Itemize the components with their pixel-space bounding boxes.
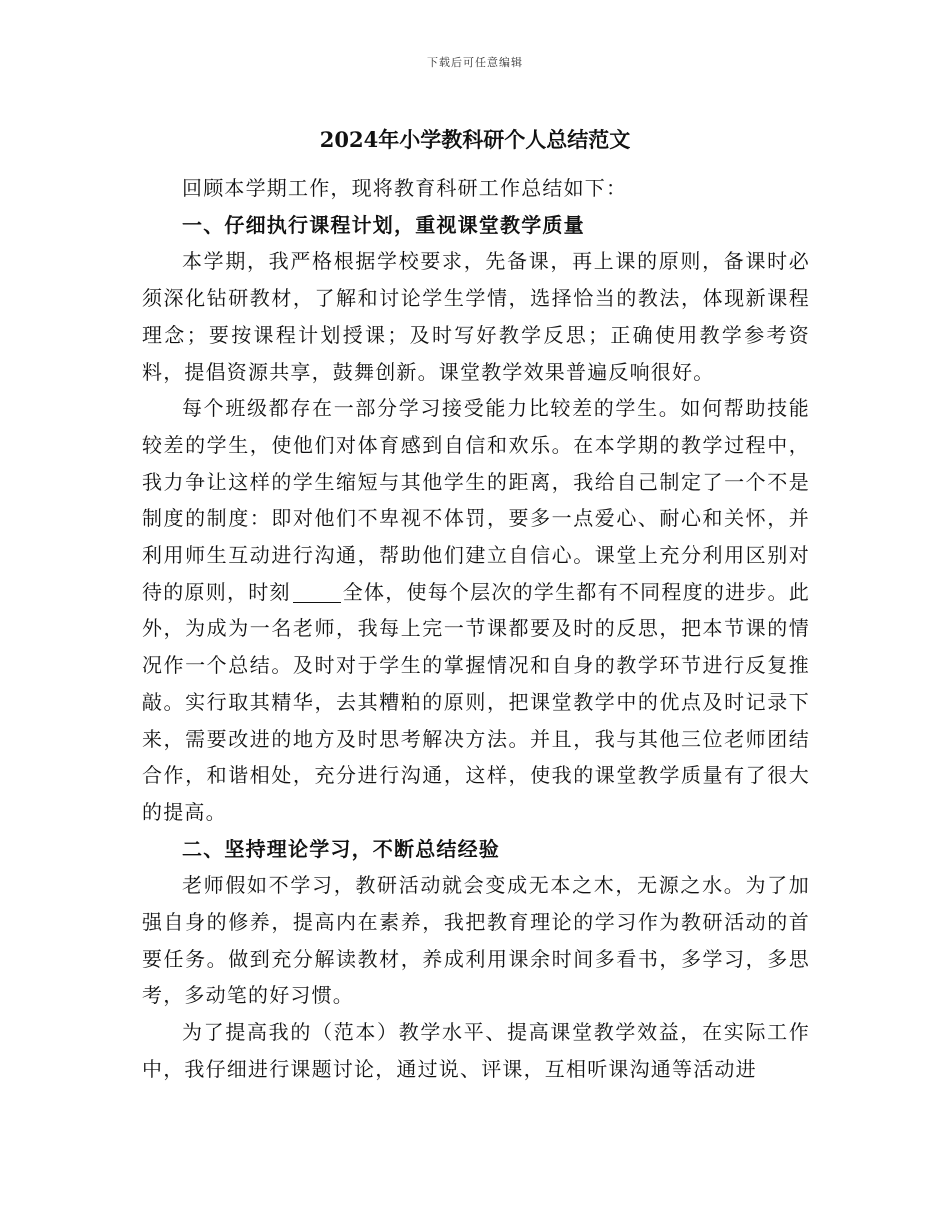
fill-in-blank	[293, 582, 341, 603]
section-1-heading: 一、仔细执行课程计划，重视课堂教学质量	[182, 212, 585, 237]
section-1-paragraph-1: 本学期，我严格根据学校要求，先备课，再上课的原则，备课时必须深化钻研教材，了解和讨论学生学情，选择恰当的教法，体现新课程理念；要按课程计划授课；及时写好教学反思；正确使用教学参考资料，提倡资源共享，鼓舞创新。课堂教学效果普遍反响很好。	[142, 249, 810, 384]
section-1-paragraph-2	[142, 390, 810, 830]
section-2-paragraph-2: 为了提高我的（范本）教学水平、提高课堂教学效益，在实际工作中，我仔细进行课题讨论，通过说、评课，互相听课沟通等活动进	[142, 1020, 810, 1081]
section-2-heading: 二、坚持理论学习，不断总结经验	[182, 836, 500, 861]
intro-paragraph: 回顾本学期工作，现将教育科研工作总结如下：	[182, 176, 628, 200]
document-title: 2024年小学教科研个人总结范文	[319, 127, 631, 152]
section-2-paragraph-1: 老师假如不学习，教研活动就会变成无本之木，无源之水。为了加强自身的修养，提高内在素养，我把教育理论的学习作为教研活动的首要任务。做到充分解读教材，养成利用课余时间多看书，多学习，多思考，多动笔的好习惯。	[142, 873, 810, 1008]
section-1-paragraph-2-part-a: 每个班级都存在一部分学习接受能力比较差的学生。如何帮助技能较差的学生，使他们对体育感到自信和欢乐。在本学期的教学过程中，我力争让这样的学生缩短与其他学生的距离，我给自己制定了一个不是制度的制度：即对他们不卑视不体罚，要多一点爱心、耐心和关怀，并利用师生互动进行沟通，帮助他们建立自信心。课堂上充分利用区别对待的原则，时刻	[142, 396, 810, 604]
document-body	[142, 170, 810, 1088]
section-1-paragraph-2-part-b: 全体，使每个层次的学生都有不同程度的进步。此外，为成为一名老师，我每上完一节课都要及时的反思，把本节课的情况作一个总结。及时对于学生的掌握情况和自身的教学环节进行反复推敲。实行取其精华，去其糟粕的原则，把课堂教学中的优点及时记录下来，需要改进的地方及时思考解决方法。并且，我与其他三位老师团结合作，和谐相处，充分进行沟通，这样，使我的课堂教学质量有了很大的提高。	[142, 579, 810, 824]
header-note: 下载后可任意编辑	[427, 56, 523, 69]
